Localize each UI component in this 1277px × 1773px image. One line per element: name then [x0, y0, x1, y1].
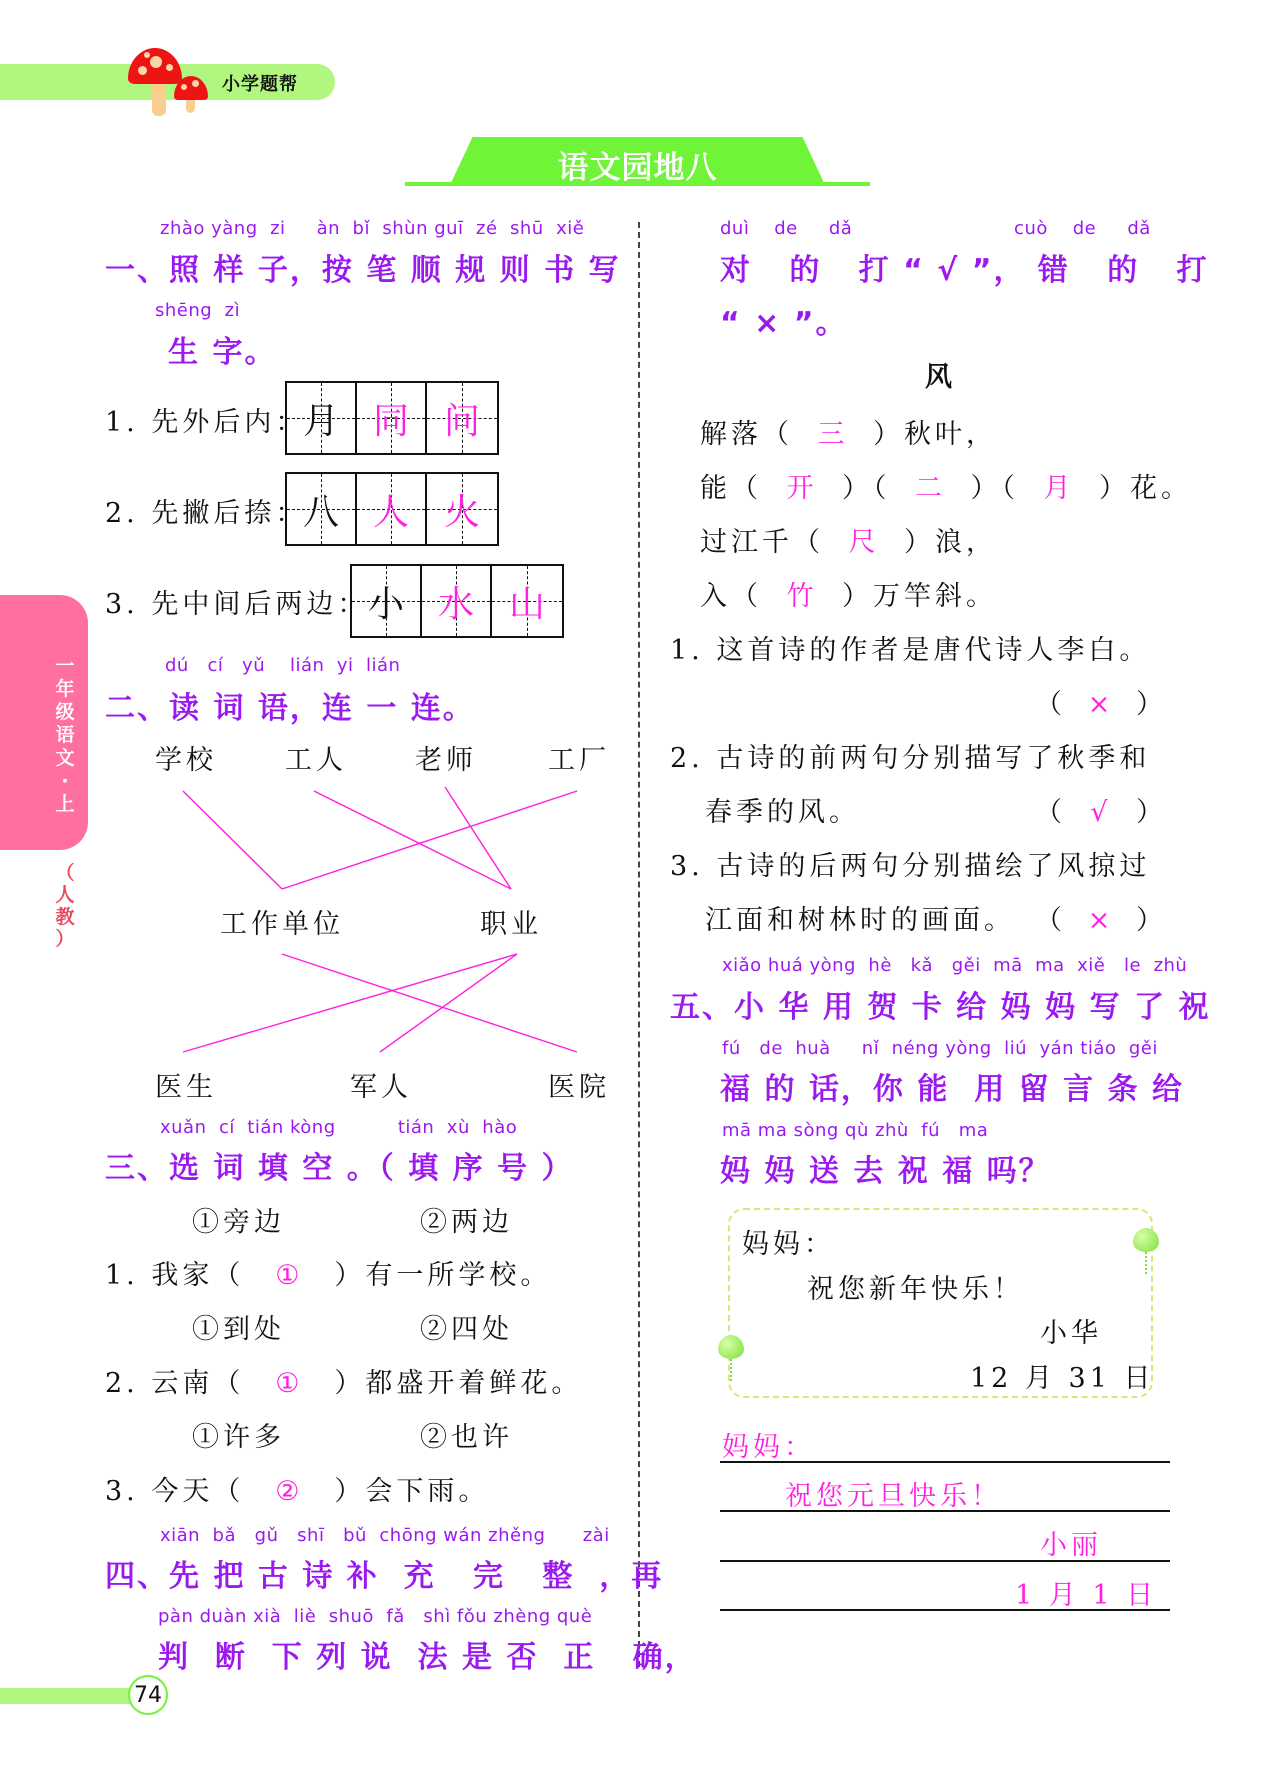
match-word: 工作单位 — [220, 909, 344, 940]
answer-char: 火 — [443, 491, 480, 533]
balloon-string — [1145, 1252, 1147, 1274]
poem-line: 能（ 开 ）（ 二 ）（ 月 ）花。 — [700, 466, 1192, 505]
section2-pinyin: dú cí yǔ lián yi lián — [165, 655, 401, 676]
match-word: 医院 — [548, 1072, 610, 1103]
writing-grid — [350, 564, 564, 638]
page-number: 74 — [128, 1675, 168, 1715]
balloon-string — [730, 1359, 732, 1381]
poem-blank: 二 — [915, 473, 946, 504]
grid-char: 月 — [302, 400, 339, 442]
stroke-rule-label: 2. 先撇后捺： — [105, 498, 307, 529]
section1-pinyin-2: shēng zì — [155, 300, 241, 321]
poem-blank: 开 — [786, 473, 818, 504]
match-word: 医生 — [155, 1072, 217, 1103]
column-divider — [638, 222, 640, 1667]
side-edition-label: （ 人 教 ） — [55, 862, 75, 950]
answer-message: 祝您元旦快乐！ — [785, 1481, 1002, 1512]
writing-line — [720, 1461, 1170, 1463]
balloon-icon — [1133, 1228, 1159, 1252]
section2-heading: 二、读 词 语，连 一 连。 — [105, 691, 475, 726]
balloon-icon — [718, 1335, 744, 1359]
grid-char: 小 — [367, 583, 404, 625]
section1-heading-2: 生 字。 — [168, 335, 277, 370]
fill-answer: ① — [275, 1368, 304, 1399]
judge-answer: （ × ） — [1035, 905, 1167, 936]
judge-question-cont: 江面和树林时的画面。 — [705, 905, 1015, 936]
poem-blank: 尺 — [848, 527, 880, 558]
poem-blank: 月 — [1043, 473, 1075, 504]
poem-line: 入（ 竹 ）万竿斜。 — [700, 574, 997, 613]
judge-answer: （ × ） — [1035, 689, 1167, 720]
writing-line — [720, 1510, 1170, 1512]
writing-line — [720, 1560, 1170, 1562]
section5-heading-2: 福 的 话，你 能 用 留 言 条 给 — [720, 1072, 1184, 1107]
section5-heading-3: 妈 妈 送 去 祝 福 吗？ — [720, 1154, 1051, 1189]
judge-question: 2. 古诗的前两句分别描写了秋季和 — [670, 743, 1151, 774]
fill-answer: ② — [275, 1476, 304, 1507]
stroke-rule-label: 3. 先中间后两边： — [105, 589, 369, 620]
side-grade-label: 一 年 级 语 文 · 上 — [55, 655, 75, 815]
mushroom-logo-icon — [128, 48, 208, 113]
card-signature: 小华 — [1040, 1318, 1102, 1349]
fill-answer: ① — [275, 1260, 304, 1291]
page-title: 语文园地八 — [557, 150, 718, 186]
footer-bar — [0, 1688, 140, 1704]
section1-pinyin: zhào yàng zi àn bǐ shùn guī zé shū xiě — [160, 218, 585, 239]
writing-line — [720, 1609, 1170, 1611]
answer-char: 水 — [437, 583, 474, 625]
answer-char: 问 — [443, 400, 480, 442]
poem-line: 过江千（ 尺 ）浪， — [700, 520, 997, 559]
match-word: 工厂 — [548, 745, 610, 776]
section4-pinyin-3: duì de dǎ cuò de dǎ — [720, 218, 1151, 239]
match-word: 工人 — [285, 745, 347, 776]
poem-blank: 竹 — [786, 581, 818, 612]
word-option: ①到处 — [192, 1314, 285, 1345]
word-option: ②也许 — [420, 1422, 513, 1453]
match-word: 军人 — [350, 1072, 412, 1103]
judge-question: 1. 这首诗的作者是唐代诗人李白。 — [670, 635, 1151, 666]
match-word: 学校 — [155, 745, 217, 776]
stroke-rule-label: 1. 先外后内： — [105, 407, 307, 438]
card-date: 12 月 31 日 — [970, 1363, 1155, 1394]
section4-pinyin: xiān bǎ gǔ shī bǔ chōng wán zhěng zài — [160, 1525, 610, 1546]
word-option: ①旁边 — [192, 1207, 285, 1238]
card-message: 祝您新年快乐！ — [807, 1274, 1024, 1305]
section5-pinyin-3: mā ma sòng qù zhù fú ma — [722, 1120, 989, 1141]
word-option: ②四处 — [420, 1314, 513, 1345]
grid-char: 八 — [302, 491, 339, 533]
brand-name: 小学题帮 — [222, 74, 298, 95]
poem-title: 风 — [925, 362, 956, 393]
judge-answer: （ √ ） — [1035, 797, 1167, 828]
answer-signature: 小丽 — [1040, 1530, 1102, 1561]
match-word: 职业 — [480, 909, 542, 940]
word-option: ①许多 — [192, 1422, 285, 1453]
word-option: ②两边 — [420, 1207, 513, 1238]
fill-question: 1. 我家（ ① ）有一所学校。 — [105, 1260, 552, 1291]
section4-heading-4: “ × ”。 — [720, 306, 848, 341]
section1-heading: 一、照 样 子，按 笔 顺 规 则 书 写 — [105, 253, 621, 288]
section4-heading-3: 对 的 打 “ √ ”， 错 的 打 — [720, 253, 1209, 288]
answer-char: 山 — [508, 583, 545, 625]
card-salutation: 妈妈： — [742, 1229, 835, 1260]
section3-pinyin: xuǎn cí tián kòng tián xù hào — [160, 1117, 518, 1138]
section4-heading-2: 判 断 下 列 说 法 是 否 正 确， — [158, 1640, 697, 1675]
poem-blank: 三 — [817, 419, 849, 450]
judge-question-cont: 春季的风。 — [705, 797, 860, 828]
answer-salutation: 妈妈： — [722, 1432, 815, 1463]
judge-question: 3. 古诗的后两句分别描绘了风掠过 — [670, 851, 1151, 882]
section4-pinyin-2: pàn duàn xià liè shuō fǎ shì fǒu zhèng què — [158, 1606, 593, 1627]
writing-grid — [285, 381, 499, 455]
section5-pinyin-2: fú de huà nǐ néng yòng liú yán tiáo gěi — [722, 1038, 1158, 1059]
answer-date: 1 月 1 日 — [1015, 1580, 1158, 1611]
section4-heading: 四、先 把 古 诗 补 充 完 整 ，再 — [105, 1559, 664, 1594]
fill-question: 2. 云南（ ① ）都盛开着鲜花。 — [105, 1368, 583, 1399]
section5-heading: 五、小 华 用 贺 卡 给 妈 妈 写 了 祝 — [670, 990, 1211, 1025]
answer-char: 同 — [372, 400, 409, 442]
answer-char: 人 — [372, 491, 409, 533]
match-word: 老师 — [415, 745, 477, 776]
section5-pinyin: xiǎo huá yòng hè kǎ gěi mā ma xiě le zhù — [722, 955, 1188, 976]
section3-heading: 三、选 词 填 空 。（ 填 序 号 ） — [105, 1151, 574, 1186]
writing-grid — [285, 472, 499, 546]
poem-line: 解落（ 三 ）秋叶， — [700, 412, 997, 451]
fill-question: 3. 今天（ ② ）会下雨。 — [105, 1476, 490, 1507]
